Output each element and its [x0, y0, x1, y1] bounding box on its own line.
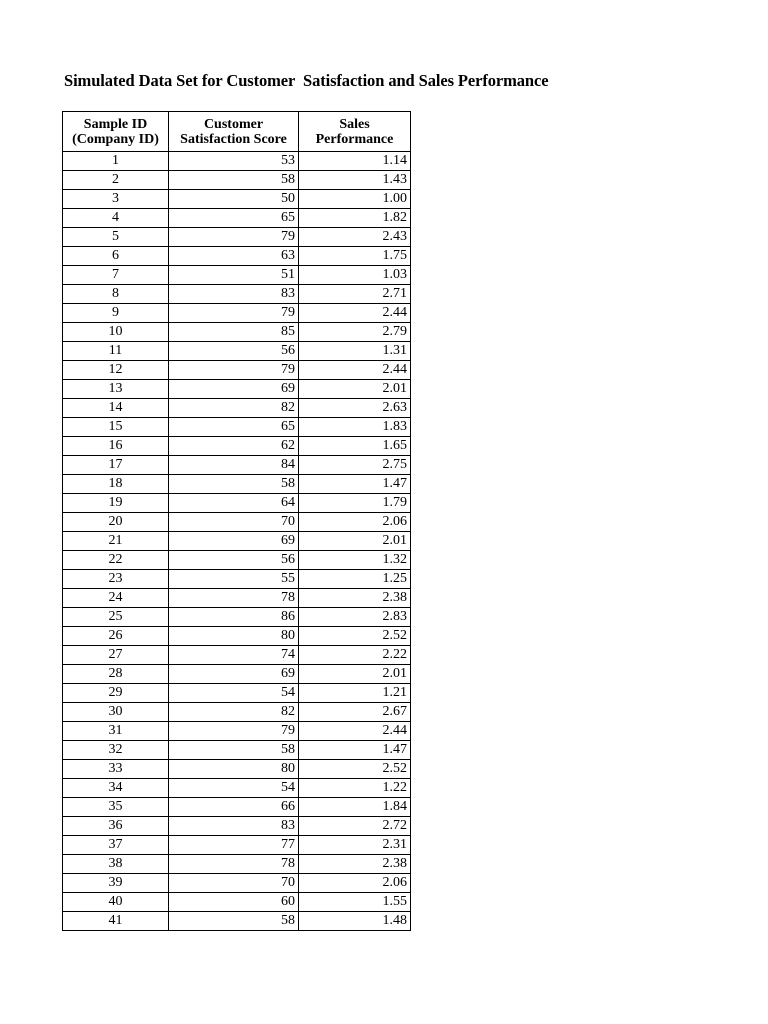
table-row — [63, 684, 411, 703]
cell-satisfaction-score: 58 — [169, 741, 299, 760]
cell-sample-id: 36 — [63, 817, 169, 836]
cell-sales-performance: 1.47 — [299, 475, 411, 494]
cell-satisfaction-score: 86 — [169, 608, 299, 627]
cell-sample-id: 9 — [63, 304, 169, 323]
cell-sample-id: 24 — [63, 589, 169, 608]
cell-satisfaction-score: 63 — [169, 247, 299, 266]
cell-sales-performance: 2.44 — [299, 304, 411, 323]
table-row — [63, 513, 411, 532]
table-row — [63, 456, 411, 475]
cell-sample-id: 35 — [63, 798, 169, 817]
cell-satisfaction-score: 62 — [169, 437, 299, 456]
cell-sales-performance: 2.38 — [299, 589, 411, 608]
cell-satisfaction-score: 70 — [169, 513, 299, 532]
cell-sample-id: 41 — [63, 912, 169, 931]
cell-satisfaction-score: 78 — [169, 855, 299, 874]
cell-sample-id: 29 — [63, 684, 169, 703]
cell-sample-id: 21 — [63, 532, 169, 551]
cell-sales-performance: 1.32 — [299, 551, 411, 570]
cell-sales-performance: 1.48 — [299, 912, 411, 931]
cell-sample-id: 40 — [63, 893, 169, 912]
cell-sample-id: 10 — [63, 323, 169, 342]
cell-sample-id: 11 — [63, 342, 169, 361]
header-sample-id-line2: (Company ID) — [72, 131, 159, 147]
cell-satisfaction-score: 70 — [169, 874, 299, 893]
cell-sales-performance: 1.84 — [299, 798, 411, 817]
table-row — [63, 247, 411, 266]
table-row — [63, 608, 411, 627]
cell-satisfaction-score: 69 — [169, 532, 299, 551]
cell-satisfaction-score: 69 — [169, 665, 299, 684]
cell-sales-performance: 2.52 — [299, 760, 411, 779]
table-row — [63, 171, 411, 190]
cell-satisfaction-score: 78 — [169, 589, 299, 608]
cell-satisfaction-score: 79 — [169, 228, 299, 247]
header-sales-performance-line2: Performance — [315, 131, 394, 147]
cell-sample-id: 31 — [63, 722, 169, 741]
cell-satisfaction-score: 66 — [169, 798, 299, 817]
cell-sales-performance: 2.31 — [299, 836, 411, 855]
cell-sample-id: 5 — [63, 228, 169, 247]
cell-satisfaction-score: 54 — [169, 779, 299, 798]
header-sales-performance — [299, 112, 411, 152]
cell-sales-performance: 1.14 — [299, 152, 411, 171]
cell-sales-performance: 1.31 — [299, 342, 411, 361]
document-title: Simulated Data Set for Customer Satisfaction and Sales Performance — [64, 71, 549, 90]
cell-sales-performance: 2.22 — [299, 646, 411, 665]
cell-sample-id: 4 — [63, 209, 169, 228]
cell-sales-performance: 2.83 — [299, 608, 411, 627]
table-row — [63, 361, 411, 380]
cell-sample-id: 30 — [63, 703, 169, 722]
cell-sample-id: 33 — [63, 760, 169, 779]
cell-sales-performance: 1.65 — [299, 437, 411, 456]
table-row — [63, 475, 411, 494]
table-row — [63, 152, 411, 171]
table-row — [63, 380, 411, 399]
table-body — [63, 152, 411, 931]
table-row — [63, 722, 411, 741]
header-sample-id — [63, 112, 169, 152]
table-row — [63, 817, 411, 836]
cell-satisfaction-score: 82 — [169, 399, 299, 418]
cell-sales-performance: 2.44 — [299, 722, 411, 741]
cell-sales-performance: 2.52 — [299, 627, 411, 646]
cell-satisfaction-score: 80 — [169, 627, 299, 646]
cell-sample-id: 27 — [63, 646, 169, 665]
cell-sales-performance: 2.79 — [299, 323, 411, 342]
cell-sample-id: 1 — [63, 152, 169, 171]
cell-satisfaction-score: 79 — [169, 722, 299, 741]
cell-satisfaction-score: 79 — [169, 361, 299, 380]
cell-satisfaction-score: 74 — [169, 646, 299, 665]
table-row — [63, 323, 411, 342]
table-row — [63, 627, 411, 646]
cell-sample-id: 16 — [63, 437, 169, 456]
cell-sample-id: 17 — [63, 456, 169, 475]
cell-satisfaction-score: 77 — [169, 836, 299, 855]
header-customer-satisfaction — [169, 112, 299, 152]
cell-sample-id: 8 — [63, 285, 169, 304]
cell-sales-performance: 1.22 — [299, 779, 411, 798]
cell-satisfaction-score: 85 — [169, 323, 299, 342]
cell-satisfaction-score: 53 — [169, 152, 299, 171]
cell-satisfaction-score: 82 — [169, 703, 299, 722]
cell-sales-performance: 1.00 — [299, 190, 411, 209]
cell-sample-id: 13 — [63, 380, 169, 399]
cell-sample-id: 2 — [63, 171, 169, 190]
cell-satisfaction-score: 65 — [169, 209, 299, 228]
table-row — [63, 570, 411, 589]
table-row — [63, 912, 411, 931]
table-row — [63, 342, 411, 361]
cell-sample-id: 25 — [63, 608, 169, 627]
cell-satisfaction-score: 58 — [169, 475, 299, 494]
cell-sales-performance: 2.75 — [299, 456, 411, 475]
cell-sales-performance: 2.06 — [299, 874, 411, 893]
header-sample-id-line1: Sample ID — [83, 116, 148, 132]
cell-satisfaction-score: 83 — [169, 285, 299, 304]
table-row — [63, 190, 411, 209]
cell-sample-id: 3 — [63, 190, 169, 209]
table-row — [63, 760, 411, 779]
table-row — [63, 209, 411, 228]
cell-sales-performance: 2.72 — [299, 817, 411, 836]
cell-satisfaction-score: 50 — [169, 190, 299, 209]
table-row — [63, 665, 411, 684]
cell-satisfaction-score: 51 — [169, 266, 299, 285]
cell-sales-performance: 1.55 — [299, 893, 411, 912]
cell-sales-performance: 2.67 — [299, 703, 411, 722]
cell-satisfaction-score: 58 — [169, 171, 299, 190]
cell-satisfaction-score: 69 — [169, 380, 299, 399]
cell-sales-performance: 1.21 — [299, 684, 411, 703]
cell-sales-performance: 1.83 — [299, 418, 411, 437]
table-row — [63, 589, 411, 608]
cell-sales-performance: 2.06 — [299, 513, 411, 532]
table-row — [63, 741, 411, 760]
cell-satisfaction-score: 56 — [169, 342, 299, 361]
cell-sales-performance: 2.44 — [299, 361, 411, 380]
cell-sample-id: 32 — [63, 741, 169, 760]
cell-satisfaction-score: 60 — [169, 893, 299, 912]
cell-sales-performance: 2.01 — [299, 532, 411, 551]
cell-sample-id: 14 — [63, 399, 169, 418]
table-row — [63, 779, 411, 798]
table-row — [63, 304, 411, 323]
cell-sales-performance: 2.01 — [299, 665, 411, 684]
table-row — [63, 285, 411, 304]
cell-sample-id: 20 — [63, 513, 169, 532]
table-row — [63, 418, 411, 437]
cell-satisfaction-score: 84 — [169, 456, 299, 475]
cell-sample-id: 7 — [63, 266, 169, 285]
cell-sales-performance: 2.43 — [299, 228, 411, 247]
cell-sample-id: 19 — [63, 494, 169, 513]
cell-sample-id: 26 — [63, 627, 169, 646]
cell-satisfaction-score: 55 — [169, 570, 299, 589]
cell-sample-id: 37 — [63, 836, 169, 855]
cell-sample-id: 34 — [63, 779, 169, 798]
table-row — [63, 798, 411, 817]
cell-satisfaction-score: 64 — [169, 494, 299, 513]
cell-sales-performance: 1.82 — [299, 209, 411, 228]
cell-sales-performance: 1.03 — [299, 266, 411, 285]
cell-sample-id: 6 — [63, 247, 169, 266]
cell-sample-id: 28 — [63, 665, 169, 684]
table-header-row — [63, 112, 411, 152]
cell-satisfaction-score: 54 — [169, 684, 299, 703]
cell-satisfaction-score: 80 — [169, 760, 299, 779]
table-row — [63, 893, 411, 912]
header-customer-satisfaction-line1: Customer — [203, 116, 264, 132]
cell-sample-id: 12 — [63, 361, 169, 380]
table-row — [63, 228, 411, 247]
cell-sample-id: 38 — [63, 855, 169, 874]
header-customer-satisfaction-line2: Satisfaction Score — [180, 131, 287, 147]
table-row — [63, 646, 411, 665]
cell-sales-performance: 2.71 — [299, 285, 411, 304]
table-row — [63, 551, 411, 570]
table-row — [63, 836, 411, 855]
table-row — [63, 266, 411, 285]
cell-sample-id: 18 — [63, 475, 169, 494]
cell-sales-performance: 2.01 — [299, 380, 411, 399]
table-row — [63, 532, 411, 551]
table-row — [63, 703, 411, 722]
cell-sales-performance: 2.38 — [299, 855, 411, 874]
cell-satisfaction-score: 79 — [169, 304, 299, 323]
table-row — [63, 437, 411, 456]
cell-satisfaction-score: 56 — [169, 551, 299, 570]
cell-sample-id: 15 — [63, 418, 169, 437]
cell-sales-performance: 1.43 — [299, 171, 411, 190]
cell-satisfaction-score: 65 — [169, 418, 299, 437]
table-row — [63, 855, 411, 874]
cell-sample-id: 23 — [63, 570, 169, 589]
cell-sample-id: 39 — [63, 874, 169, 893]
cell-satisfaction-score: 58 — [169, 912, 299, 931]
header-sales-performance-line1: Sales — [339, 116, 370, 132]
cell-sales-performance: 1.47 — [299, 741, 411, 760]
cell-sales-performance: 1.75 — [299, 247, 411, 266]
table-row — [63, 874, 411, 893]
data-table — [62, 111, 411, 931]
cell-sales-performance: 2.63 — [299, 399, 411, 418]
cell-sample-id: 22 — [63, 551, 169, 570]
table-row — [63, 399, 411, 418]
cell-sales-performance: 1.25 — [299, 570, 411, 589]
table-row — [63, 494, 411, 513]
cell-satisfaction-score: 83 — [169, 817, 299, 836]
cell-sales-performance: 1.79 — [299, 494, 411, 513]
